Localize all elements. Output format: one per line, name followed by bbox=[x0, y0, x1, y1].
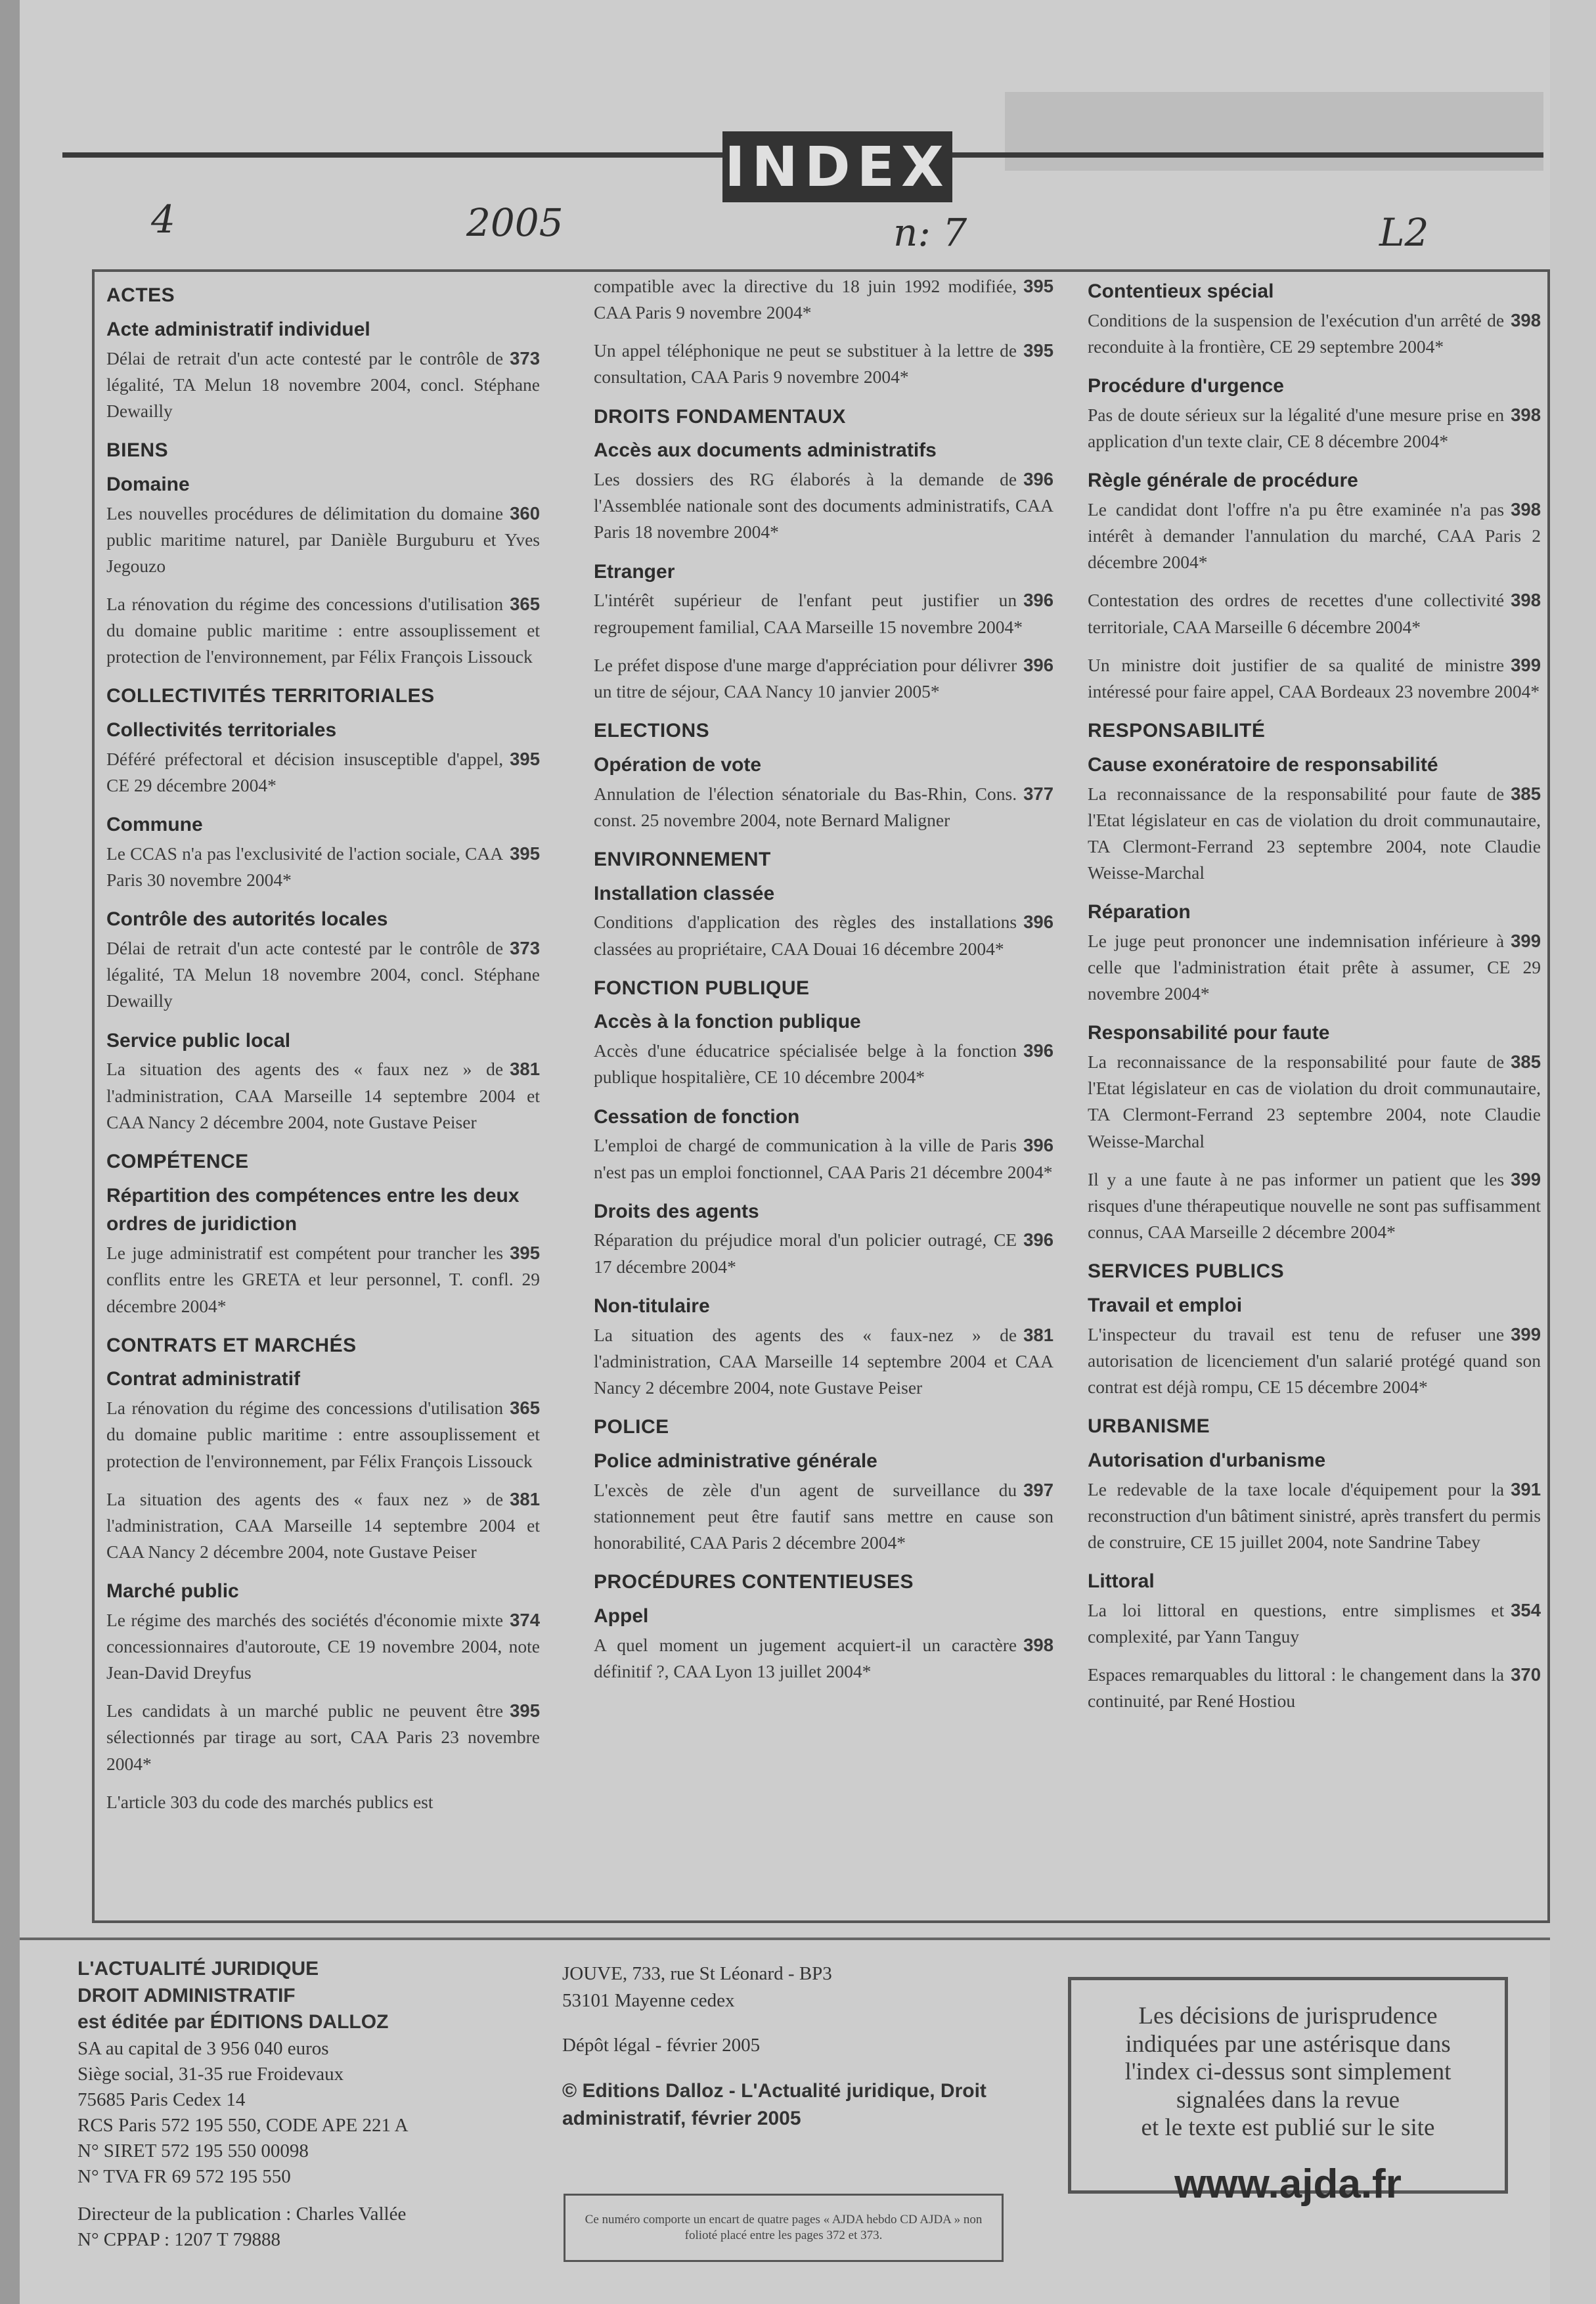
index-entry bbox=[106, 1698, 540, 1777]
entry-text: Les candidats à un marché public ne peuvent être sélectionnés par tirage au sort, CAA Paris 23 novembre 2004* bbox=[106, 1700, 540, 1774]
company-line: RCS Paris 572 195 550, CODE APE 221 A bbox=[78, 2114, 409, 2136]
page-number: 399 bbox=[1504, 652, 1541, 678]
index-section-heading: DROITS FONDAMENTAUX bbox=[594, 405, 846, 428]
index-section-heading: RESPONSABILITÉ bbox=[1088, 719, 1266, 742]
index-section-heading: POLICE bbox=[594, 1415, 669, 1438]
entry-text: Il y a une faute à ne pas informer un patient que les risques d'une thérapeutique nouvelle ne sont pas suffisamment connus, CAA Marseille 2 décembre 2004* bbox=[1088, 1168, 1541, 1242]
index-entry bbox=[594, 909, 1053, 962]
page-number: 398 bbox=[1504, 587, 1541, 613]
page-number: 381 bbox=[503, 1056, 540, 1082]
index-entry bbox=[106, 1240, 540, 1319]
page-number: 398 bbox=[1017, 1632, 1053, 1658]
company-line: SA au capital de 3 956 040 euros bbox=[78, 2037, 329, 2059]
index-subheading: Appel bbox=[594, 1605, 649, 1627]
page-number: 396 bbox=[1017, 1132, 1053, 1159]
index-entry bbox=[106, 591, 540, 670]
page-number: 365 bbox=[503, 1395, 540, 1421]
page-number: 377 bbox=[1017, 781, 1053, 807]
index-subheading: Contrat administratif bbox=[106, 1368, 301, 1390]
publisher-line: L'ACTUALITÉ JURIDIQUE bbox=[78, 1958, 319, 1980]
page-number: 398 bbox=[1504, 497, 1541, 523]
entry-text: La situation des agents des « faux-nez » de l'administration, CAA Marseille 14 septembre 2004 et CAA Nancy 2 décembre 2004, note Gustave Peiser bbox=[594, 1324, 1053, 1398]
page-number: 385 bbox=[1504, 781, 1541, 807]
index-subheading: Responsabilité pour faute bbox=[1088, 1022, 1330, 1044]
index-title: INDEX bbox=[722, 131, 952, 202]
index-column-1 bbox=[106, 272, 540, 1827]
handwritten-note-2: 2005 bbox=[466, 200, 564, 245]
index-entry bbox=[1088, 307, 1541, 360]
index-entry bbox=[1088, 1476, 1541, 1555]
index-entry bbox=[1088, 1321, 1541, 1400]
index-subheading: Opération de vote bbox=[594, 753, 762, 776]
index-subheading: Procédure d'urgence bbox=[1088, 375, 1284, 397]
insert-note-box bbox=[564, 2194, 1004, 2262]
notice-line: Les décisions de jurisprudence bbox=[1138, 2003, 1438, 2029]
page-number: 399 bbox=[1504, 1166, 1541, 1193]
entry-text: Les nouvelles procédures de délimitation du domaine public maritime naturel, par Danièle Burguburu et Yves Jegouzo bbox=[106, 502, 540, 576]
page-number: 373 bbox=[503, 935, 540, 962]
entry-text: Accès d'une éducatrice spécialisée belge à la fonction publique hospitalière, CE 10 décembre 2004* bbox=[594, 1040, 1017, 1088]
entry-text: L'emploi de chargé de communication à la ville de Paris n'est pas un emploi fonctionnel, CAA Paris 21 décembre 2004* bbox=[594, 1135, 1053, 1182]
page-number: 395 bbox=[503, 841, 540, 867]
page-number: 354 bbox=[1504, 1597, 1541, 1624]
page-number: 399 bbox=[1504, 1321, 1541, 1348]
page-number: 395 bbox=[503, 1698, 540, 1724]
index-entry bbox=[1088, 928, 1541, 1007]
entry-text: Réparation du préjudice moral d'un policier outragé, CE 17 décembre 2004* bbox=[594, 1230, 1017, 1277]
index-page bbox=[20, 0, 1550, 2304]
notice-line: indiquées par une astérisque dans bbox=[1125, 2030, 1451, 2058]
handwritten-note-3: n: 7 bbox=[893, 210, 967, 255]
index-column-3 bbox=[1088, 272, 1541, 1726]
index-entry bbox=[594, 1132, 1053, 1185]
index-section-heading: ACTES bbox=[106, 284, 175, 306]
page-number: 395 bbox=[503, 1240, 540, 1266]
handwritten-note-1: 4 bbox=[151, 197, 175, 242]
page-number: 397 bbox=[1017, 1477, 1053, 1503]
company-line: N° SIRET 572 195 550 00098 bbox=[78, 2140, 309, 2162]
index-subheading: Droits des agents bbox=[594, 1200, 759, 1222]
page-number: 381 bbox=[503, 1486, 540, 1513]
page-number: 391 bbox=[1504, 1476, 1541, 1503]
insert-note: Ce numéro comporte un encart de quatre pages « AJDA hebdo CD AJDA » non folioté placé entre les pages 372 et 373. bbox=[585, 2213, 983, 2242]
index-entry bbox=[106, 345, 540, 424]
company-line: Siège social, 31-35 rue Froidevaux bbox=[78, 2063, 344, 2085]
entry-text: L'excès de zèle d'un agent de surveillance du stationnement peut être fautif sans mettre en cause son honorabilité, CAA Paris 2 décembre 2004* bbox=[594, 1479, 1053, 1553]
index-subheading: Cessation de fonction bbox=[594, 1105, 800, 1128]
page-number: 373 bbox=[503, 345, 540, 372]
entry-text: Conditions d'application des règles des installations classées au propriétaire, CAA Douai 16 décembre 2004* bbox=[594, 912, 1017, 959]
page-number: 385 bbox=[1504, 1049, 1541, 1075]
entry-text: La loi littoral en questions, entre simplismes et complexité, par Yann Tanguy bbox=[1088, 1599, 1505, 1647]
index-entry bbox=[594, 781, 1053, 833]
entry-text: La reconnaissance de la responsabilité pour faute de l'Etat législateur en cas de violation du droit communautaire, TA Clermont-Ferrand 23 septembre 2004, note Claudie Weisse-Marchal bbox=[1088, 1052, 1541, 1151]
notice-line: signalées dans la revue bbox=[1176, 2086, 1400, 2114]
index-entry bbox=[1088, 1049, 1541, 1155]
index-subheading: Contrôle des autorités locales bbox=[106, 908, 388, 931]
entry-text: Le juge peut prononcer une indemnisation inférieure à celle que l'administration était prête à assumer, CE 29 novembre 2004* bbox=[1088, 930, 1541, 1004]
index-entry bbox=[594, 1322, 1053, 1401]
entry-text: L'inspecteur du travail est tenu de refuser une autorisation de licenciement d'un salarié protégé quand son contrat est déjà rompu, CE 15 décembre 2004* bbox=[1088, 1323, 1541, 1397]
entry-text: La reconnaissance de la responsabilité pour faute de l'Etat législateur en cas de violation du droit communautaire, TA Clermont-Ferrand 23 septembre 2004, note Claudie Weisse-Marchal bbox=[1088, 783, 1541, 883]
index-subheading: Installation classée bbox=[594, 882, 775, 904]
index-subheading: Service public local bbox=[106, 1029, 291, 1052]
printer-block bbox=[562, 1961, 1035, 2133]
entry-text: L'intérêt supérieur de l'enfant peut justifier un regroupement familial, CAA Marseille 15 novembre 2004* bbox=[594, 590, 1023, 637]
entry-text: Le préfet dispose d'une marge d'appréciation pour délivrer un titre de séjour, CAA Nancy 10 janvier 2005* bbox=[594, 654, 1017, 701]
notice-line: l'index ci-dessus sont simplement bbox=[1124, 2058, 1452, 2086]
entry-text: Délai de retrait d'un acte contesté par le contrôle de légalité, TA Melun 18 novembre 2004, concl. Stéphane Dewailly bbox=[106, 347, 540, 421]
faded-background-header bbox=[1005, 92, 1543, 171]
header-rule-left bbox=[62, 152, 726, 158]
index-section-heading: ELECTIONS bbox=[594, 719, 710, 742]
entry-text: La rénovation du régime des concessions d'utilisation du domaine public maritime : entre assouplissement et protection de l'environnement, par Félix François Lissouck bbox=[106, 1398, 540, 1471]
index-section-heading: PROCÉDURES CONTENTIEUSES bbox=[594, 1570, 914, 1593]
page-number: 360 bbox=[503, 500, 540, 527]
entry-text: Un ministre doit justifier de sa qualité de ministre intéressé pour faire appel, CAA Bordeaux 23 novembre 2004* bbox=[1088, 654, 1540, 701]
index-subheading: Marché public bbox=[106, 1580, 239, 1603]
entry-text: La situation des agents des « faux nez » de l'administration, CAA Marseille 14 septembre 2004 et CAA Nancy 2 décembre 2004, note Gustave Peiser bbox=[106, 1488, 540, 1562]
printer-line: 53101 Mayenne cedex bbox=[562, 1989, 735, 2011]
publisher-line: DROIT ADMINISTRATIF bbox=[78, 1984, 296, 2006]
entry-text: compatible avec la directive du 18 juin 1992 modifiée, CAA Paris 9 novembre 2004* bbox=[594, 276, 1017, 323]
index-subheading: Réparation bbox=[1088, 901, 1191, 923]
index-entry bbox=[106, 1395, 540, 1474]
page-edge-shadow bbox=[0, 0, 20, 2304]
page-number: 374 bbox=[503, 1607, 540, 1633]
index-section-heading: FONCTION PUBLIQUE bbox=[594, 977, 810, 999]
index-subheading: Répartition des compétences entre les deux ordres de juridiction bbox=[106, 1184, 520, 1235]
index-entry bbox=[594, 273, 1053, 326]
footer-rule bbox=[20, 1938, 1550, 1940]
entry-text: Le régime des marchés des sociétés d'économie mixte concessionnaires d'autoroute, CE 19 novembre 2004, note Jean-David Dreyfus bbox=[106, 1609, 540, 1683]
header-rule-right bbox=[952, 152, 1543, 158]
index-section-heading: SERVICES PUBLICS bbox=[1088, 1260, 1285, 1283]
index-subheading: Travail et emploi bbox=[1088, 1294, 1243, 1316]
page-number: 365 bbox=[503, 591, 540, 617]
entry-text: Le candidat dont l'offre n'a pu être examinée n'a pas intérêt à demander l'annulation du marché, CAA Paris 2 décembre 2004* bbox=[1088, 498, 1541, 573]
director-line: Directeur de la publication : Charles Vallée bbox=[78, 2204, 407, 2225]
index-subheading: Police administrative générale bbox=[594, 1450, 877, 1472]
publisher-block bbox=[78, 1956, 550, 2253]
handwritten-note-4: L2 bbox=[1379, 210, 1429, 255]
index-subheading: Collectivités territoriales bbox=[106, 719, 337, 742]
index-subheading: Accès aux documents administratifs bbox=[594, 439, 937, 462]
index-entry bbox=[1088, 781, 1541, 887]
index-section-heading: ENVIRONNEMENT bbox=[594, 848, 771, 870]
printer-line: JOUVE, 733, rue St Léonard - BP3 bbox=[562, 1963, 832, 1984]
index-section-heading: COMPÉTENCE bbox=[106, 1150, 249, 1172]
entry-text: Espaces remarquables du littoral : le changement dans la continuité, par René Hostiou bbox=[1088, 1664, 1505, 1712]
entry-text: Pas de doute sérieux sur la légalité d'une mesure prise en application d'un texte clair, CE 8 décembre 2004* bbox=[1088, 404, 1505, 452]
index-section-heading: CONTRATS ET MARCHÉS bbox=[106, 1334, 357, 1356]
asterisk-notice-box bbox=[1068, 1977, 1508, 2207]
index-subheading: Contentieux spécial bbox=[1088, 280, 1274, 302]
page-number: 395 bbox=[1017, 273, 1053, 299]
entry-text: Les dossiers des RG élaborés à la demande de l'Assemblée nationale sont des documents administratifs, CAA Paris 18 novembre 2004* bbox=[594, 469, 1053, 543]
page-number: 396 bbox=[1017, 1038, 1053, 1064]
index-column-2 bbox=[594, 272, 1053, 1696]
page-number: 398 bbox=[1504, 402, 1541, 428]
company-line: N° TVA FR 69 572 195 550 bbox=[78, 2166, 291, 2188]
index-subheading: Domaine bbox=[106, 473, 190, 495]
index-entry bbox=[594, 1038, 1053, 1090]
index-frame bbox=[92, 269, 1550, 1923]
index-subheading: Cause exonératoire de responsabilité bbox=[1088, 753, 1438, 776]
index-subheading: Acte administratif individuel bbox=[106, 318, 370, 340]
index-subheading: Etranger bbox=[594, 560, 675, 583]
index-section-heading: URBANISME bbox=[1088, 1415, 1210, 1438]
index-entry bbox=[594, 1227, 1053, 1279]
entry-text: Le juge administratif est compétent pour trancher les conflits entre les GRETA et leur personnel, T. confl. 29 décembre 2004* bbox=[106, 1243, 540, 1316]
index-entry bbox=[1088, 402, 1541, 454]
entry-text: Le redevable de la taxe locale d'équipement pour la reconstruction d'un bâtiment sinistré, après transfert du permis de construire, CE 15 juillet 2004, note Sandrine Tabey bbox=[1088, 1478, 1541, 1552]
company-line: 75685 Paris Cedex 14 bbox=[78, 2089, 246, 2110]
index-entry bbox=[106, 841, 540, 893]
index-entry bbox=[1088, 587, 1541, 640]
index-entry bbox=[594, 1477, 1053, 1556]
page-number: 370 bbox=[1504, 1662, 1541, 1688]
page-number: 399 bbox=[1504, 928, 1541, 954]
entry-text: Contestation des ordres de recettes d'une collectivité territoriale, CAA Marseille 6 décembre 2004* bbox=[1088, 590, 1505, 637]
index-subheading: Commune bbox=[106, 814, 203, 836]
index-subheading: Règle générale de procédure bbox=[1088, 470, 1358, 492]
index-subheading: Autorisation d'urbanisme bbox=[1088, 1449, 1326, 1471]
index-subheading: Accès à la fonction publique bbox=[594, 1011, 861, 1033]
entry-text: La situation des agents des « faux nez » de l'administration, CAA Marseille 14 septembre 2004 et CAA Nancy 2 décembre 2004, note Gustave Peiser bbox=[106, 1059, 540, 1132]
entry-text: Un appel téléphonique ne peut se substituer à la lettre de consultation, CAA Paris 9 novembre 2004* bbox=[594, 340, 1017, 388]
index-entry bbox=[106, 746, 540, 799]
page-number: 396 bbox=[1017, 1227, 1053, 1253]
index-entry bbox=[594, 338, 1053, 390]
index-entry bbox=[1088, 1597, 1541, 1650]
page-number: 396 bbox=[1017, 587, 1053, 613]
index-entry bbox=[106, 1789, 540, 1815]
index-entry bbox=[106, 500, 540, 579]
index-subheading: Littoral bbox=[1088, 1570, 1155, 1593]
index-entry bbox=[1088, 1662, 1541, 1714]
index-entry bbox=[106, 1607, 540, 1686]
index-section-heading: BIENS bbox=[106, 439, 169, 462]
index-entry bbox=[594, 466, 1053, 545]
entry-text: L'article 303 du code des marchés publics est bbox=[106, 1791, 433, 1812]
entry-text: A quel moment un jugement acquiert-il un caractère définitif ?, CAA Lyon 13 juillet 2004* bbox=[594, 1634, 1017, 1681]
entry-text: Conditions de la suspension de l'exécution d'un arrêté de reconduite à la frontière, CE 29 septembre 2004* bbox=[1088, 309, 1505, 357]
depot-legal: Dépôt légal - février 2005 bbox=[562, 2035, 761, 2056]
index-entry bbox=[1088, 497, 1541, 575]
page-number: 396 bbox=[1017, 652, 1053, 678]
page-number: 395 bbox=[1017, 338, 1053, 364]
cppap-line: N° CPPAP : 1207 T 79888 bbox=[78, 2229, 280, 2251]
entry-text: Le CCAS n'a pas l'exclusivité de l'action sociale, CAA Paris 30 novembre 2004* bbox=[106, 843, 504, 891]
page-number: 381 bbox=[1017, 1322, 1053, 1348]
notice-line: et le texte est publié sur le site bbox=[1141, 2114, 1435, 2142]
index-entry bbox=[106, 1486, 540, 1565]
page-number: 396 bbox=[1017, 466, 1053, 493]
entry-text: Déféré préfectoral et décision insusceptible d'appel, CE 29 décembre 2004* bbox=[106, 749, 504, 796]
index-entry bbox=[594, 652, 1053, 705]
entry-text: Délai de retrait d'un acte contesté par le contrôle de légalité, TA Melun 18 novembre 2004, concl. Stéphane Dewailly bbox=[106, 938, 540, 1011]
website-link[interactable]: www.ajda.fr bbox=[1174, 2161, 1402, 2207]
entry-text: Annulation de l'élection sénatoriale du Bas-Rhin, Cons. const. 25 novembre 2004, note Bernard Maligner bbox=[594, 783, 1017, 830]
index-section-heading: COLLECTIVITÉS TERRITORIALES bbox=[106, 685, 435, 707]
publisher-line: est éditée par ÉDITIONS DALLOZ bbox=[78, 2011, 389, 2033]
index-entry bbox=[594, 587, 1053, 640]
index-entry bbox=[106, 935, 540, 1014]
index-entry bbox=[594, 1632, 1053, 1685]
page-number: 395 bbox=[503, 746, 540, 772]
page-number: 398 bbox=[1504, 307, 1541, 334]
page-number: 396 bbox=[1017, 909, 1053, 935]
index-entry bbox=[1088, 1166, 1541, 1245]
index-entry bbox=[1088, 652, 1541, 705]
entry-text: La rénovation du régime des concessions d'utilisation du domaine public maritime : entre assouplissement et protection de l'environnement, par Félix François Lissouck bbox=[106, 594, 540, 667]
index-entry bbox=[106, 1056, 540, 1135]
copyright: © Editions Dalloz - L'Actualité juridique, Droit administratif, février 2005 bbox=[562, 2079, 986, 2129]
index-subheading: Non-titulaire bbox=[594, 1295, 710, 1317]
